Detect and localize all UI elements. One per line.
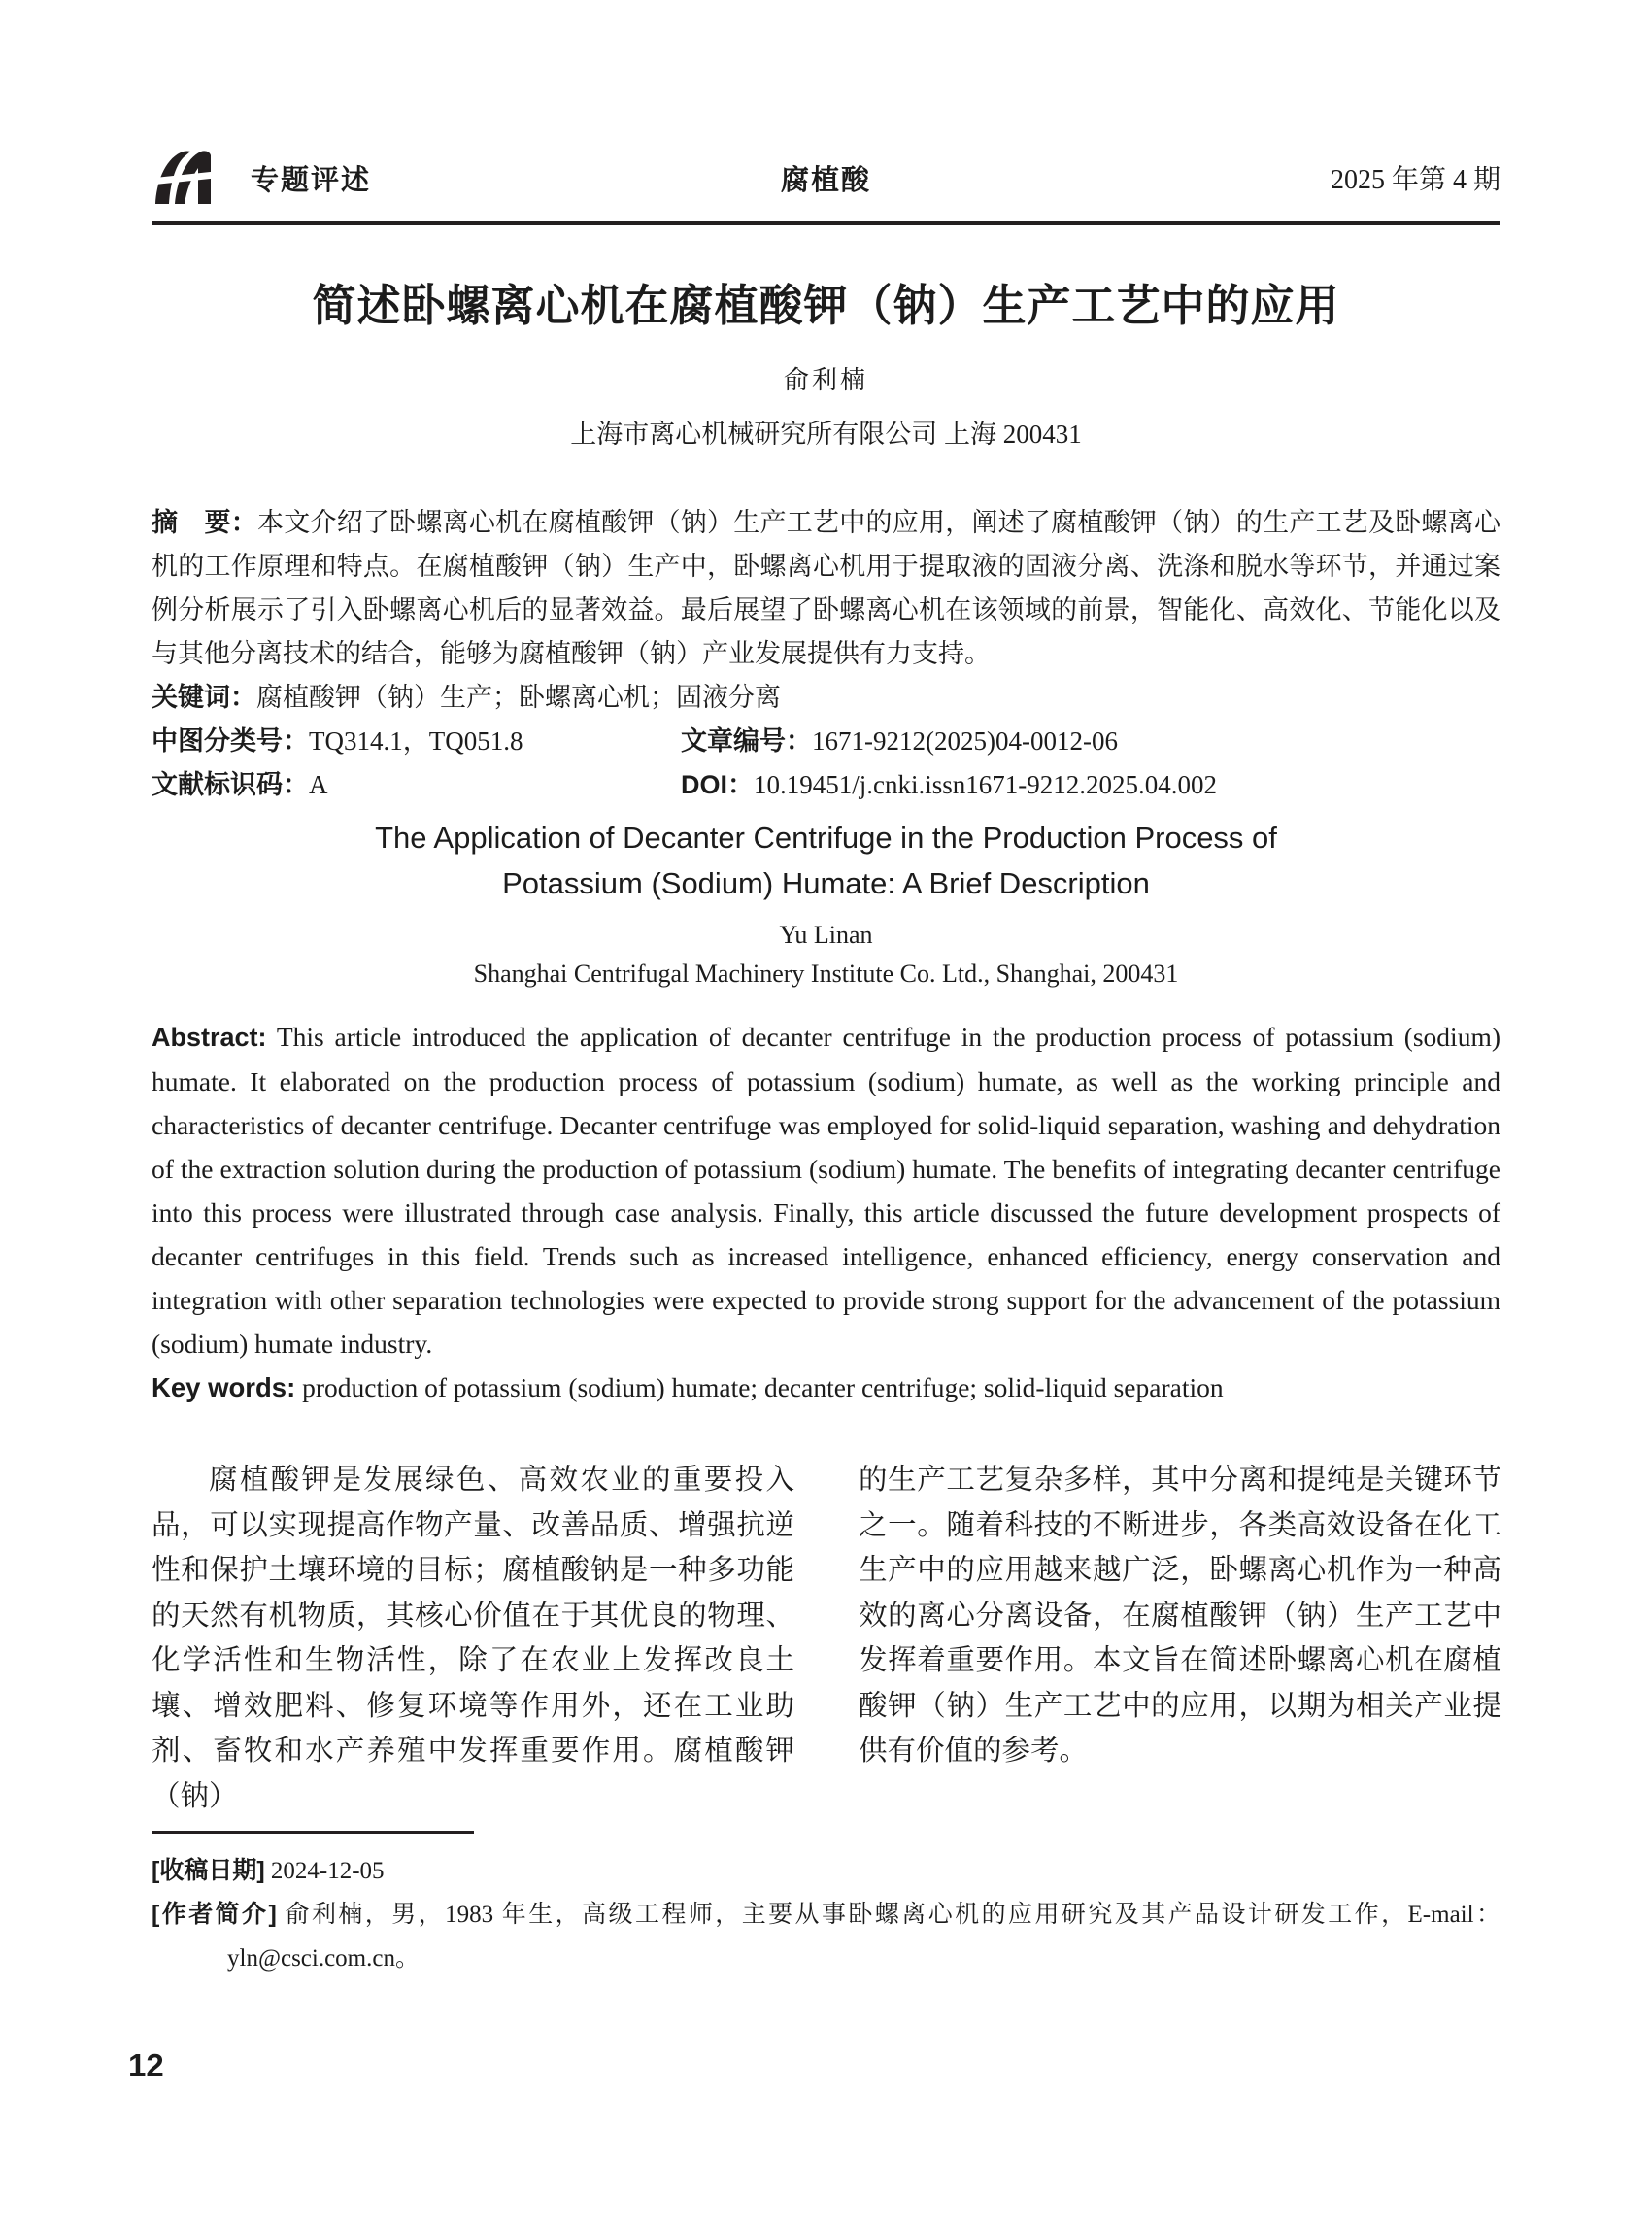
header-journal-name: 腐植酸	[780, 164, 872, 196]
author-cn: 俞利楠	[783, 366, 868, 394]
abstract-en-text: This article introduced the application of decanter centrifuge in the production process of potassium (sodium) humate. It elaborated on the production process of potassium (sodium) humate, as well as the working principle and characteristics of decanter centrifuge. Decanter centrifuge was employed for solid-liquid separation, washing and dehydration of the extraction solution during the production of potassium (sodium) humate. The benefits of integrating decanter centrifuge into this process were illustrated through case analysis. Finally, this article discussed the future development prospects of decanter centrifuges in this field. Trends such as increased intelligence, enhanced efficiency, energy conservation and integration with other separation technologies were expected to provide strong support for the advancement of the potassium (sodium) humate industry.	[152, 1022, 1500, 1359]
header-issue-label: 2025 年第 4 期	[1330, 165, 1500, 195]
page-number: 12	[128, 2047, 164, 2083]
doc-code-field	[152, 763, 681, 807]
footnote-bio-value: 俞利楠，男，1983 年生，高级工程师，主要从事卧螺离心机的应用研究及其产品设计研发工作，E-mail：yln@csci.com.cn。	[227, 1902, 1500, 1972]
clc-value: TQ314.1，TQ051.8	[309, 726, 523, 756]
article-title-en	[152, 815, 1500, 906]
footnote-rule	[152, 1831, 474, 1834]
body-columns	[152, 1458, 1500, 1819]
footnote-received-value: 2024-12-05	[264, 1858, 385, 1884]
keywords-cn-text: 腐植酸钾（钠）生产；卧螺离心机；固液分离	[256, 683, 781, 712]
article-no-value: 1671-9212(2025)04-0012-06	[812, 726, 1118, 756]
keywords-en-text: production of potassium (sodium) humate; decanter centrifuge; solid-liquid separation	[295, 1372, 1224, 1402]
clc-field	[152, 720, 681, 763]
article-no-field	[681, 720, 1118, 763]
affiliation-en: Shanghai Centrifugal Machinery Institute Co. Ltd., Shanghai, 200431	[473, 960, 1179, 988]
keywords-en	[152, 1365, 1500, 1409]
keywords-cn-label: 关键词：	[152, 683, 256, 712]
article-title-en-line2: Potassium (Sodium) Humate: A Brief Description	[502, 866, 1150, 900]
doc-code-label: 文献标识码：	[152, 770, 309, 799]
doi-field	[681, 763, 1217, 807]
footnote	[152, 1849, 1500, 1980]
doc-code-value: A	[309, 770, 328, 799]
meta-row-clc	[152, 720, 1500, 763]
article-title-en-line1: The Application of Decanter Centrifuge in the Production Process of	[375, 821, 1277, 855]
keywords-en-label: Key words:	[152, 1372, 296, 1402]
footnote-bio	[152, 1893, 1500, 1980]
footnote-bio-label: [作者简介]	[152, 1901, 277, 1928]
footnote-received-label: [收稿日期]	[152, 1857, 265, 1884]
body-paragraph-left: 腐植酸钾是发展绿色、高效农业的重要投入品，可以实现提高作物产量、改善品质、增强抗逆性和保护土壤环境的目标；腐植酸钠是一种多功能的天然有机物质，其核心价值在于其优良的物理、化学活性和生物活性，除了在农业上发挥改良土壤、增效肥料、修复环境等作用外，还在工业助剂、畜牧和水产养殖中发挥重要作用。腐植酸钾（钠）	[152, 1465, 794, 1812]
doi-value: 10.19451/j.cnki.issn1671-9212.2025.04.002	[754, 770, 1218, 799]
abstract-cn-label: 摘 要：	[152, 508, 257, 537]
body-column-right	[859, 1458, 1501, 1819]
meta-row-doc-code	[152, 763, 1500, 807]
abstract-cn	[152, 501, 1500, 676]
journal-logo-icon	[152, 149, 214, 207]
page-header	[152, 146, 1500, 210]
author-en: Yu Linan	[779, 921, 873, 949]
footnote-received	[152, 1849, 1500, 1893]
doi-label: DOI：	[681, 770, 755, 799]
article-no-label: 文章编号：	[681, 726, 812, 756]
body-column-left	[152, 1458, 794, 1819]
clc-label: 中图分类号：	[152, 726, 309, 756]
body-paragraph-right: 的生产工艺复杂多样，其中分离和提纯是关键环节之一。随着科技的不断进步，各类高效设备在化工生产中的应用越来越广泛，卧螺离心机作为一种高效的离心分离设备，在腐植酸钾（钠）生产工艺中发挥着重要作用。本文旨在简述卧螺离心机在腐植酸钾（钠）生产工艺中的应用，以期为相关产业提供有价值的参考。	[859, 1465, 1501, 1767]
affiliation-cn: 上海市离心机械研究所有限公司 上海 200431	[570, 420, 1082, 449]
abstract-cn-text: 本文介绍了卧螺离心机在腐植酸钾（钠）生产工艺中的应用，阐述了腐植酸钾（钠）的生产工艺及卧螺离心机的工作原理和特点。在腐植酸钾（钠）生产中，卧螺离心机用于提取液的固液分离、洗涤和脱水等环节，并通过案例分析展示了引入卧螺离心机后的显著效益。最后展望了卧螺离心机在该领域的前景，智能化、高效化、节能化以及与其他分离技术的结合，能够为腐植酸钾（钠）产业发展提供有力支持。	[152, 508, 1501, 668]
abstract-en	[152, 1015, 1500, 1365]
article-title-cn: 简述卧螺离心机在腐植酸钾（钠）生产工艺中的应用	[312, 281, 1340, 330]
abstract-en-label: Abstract:	[152, 1023, 267, 1052]
header-rule	[152, 221, 1500, 225]
keywords-cn	[152, 676, 1500, 720]
header-section-label: 专题评述	[251, 164, 372, 196]
